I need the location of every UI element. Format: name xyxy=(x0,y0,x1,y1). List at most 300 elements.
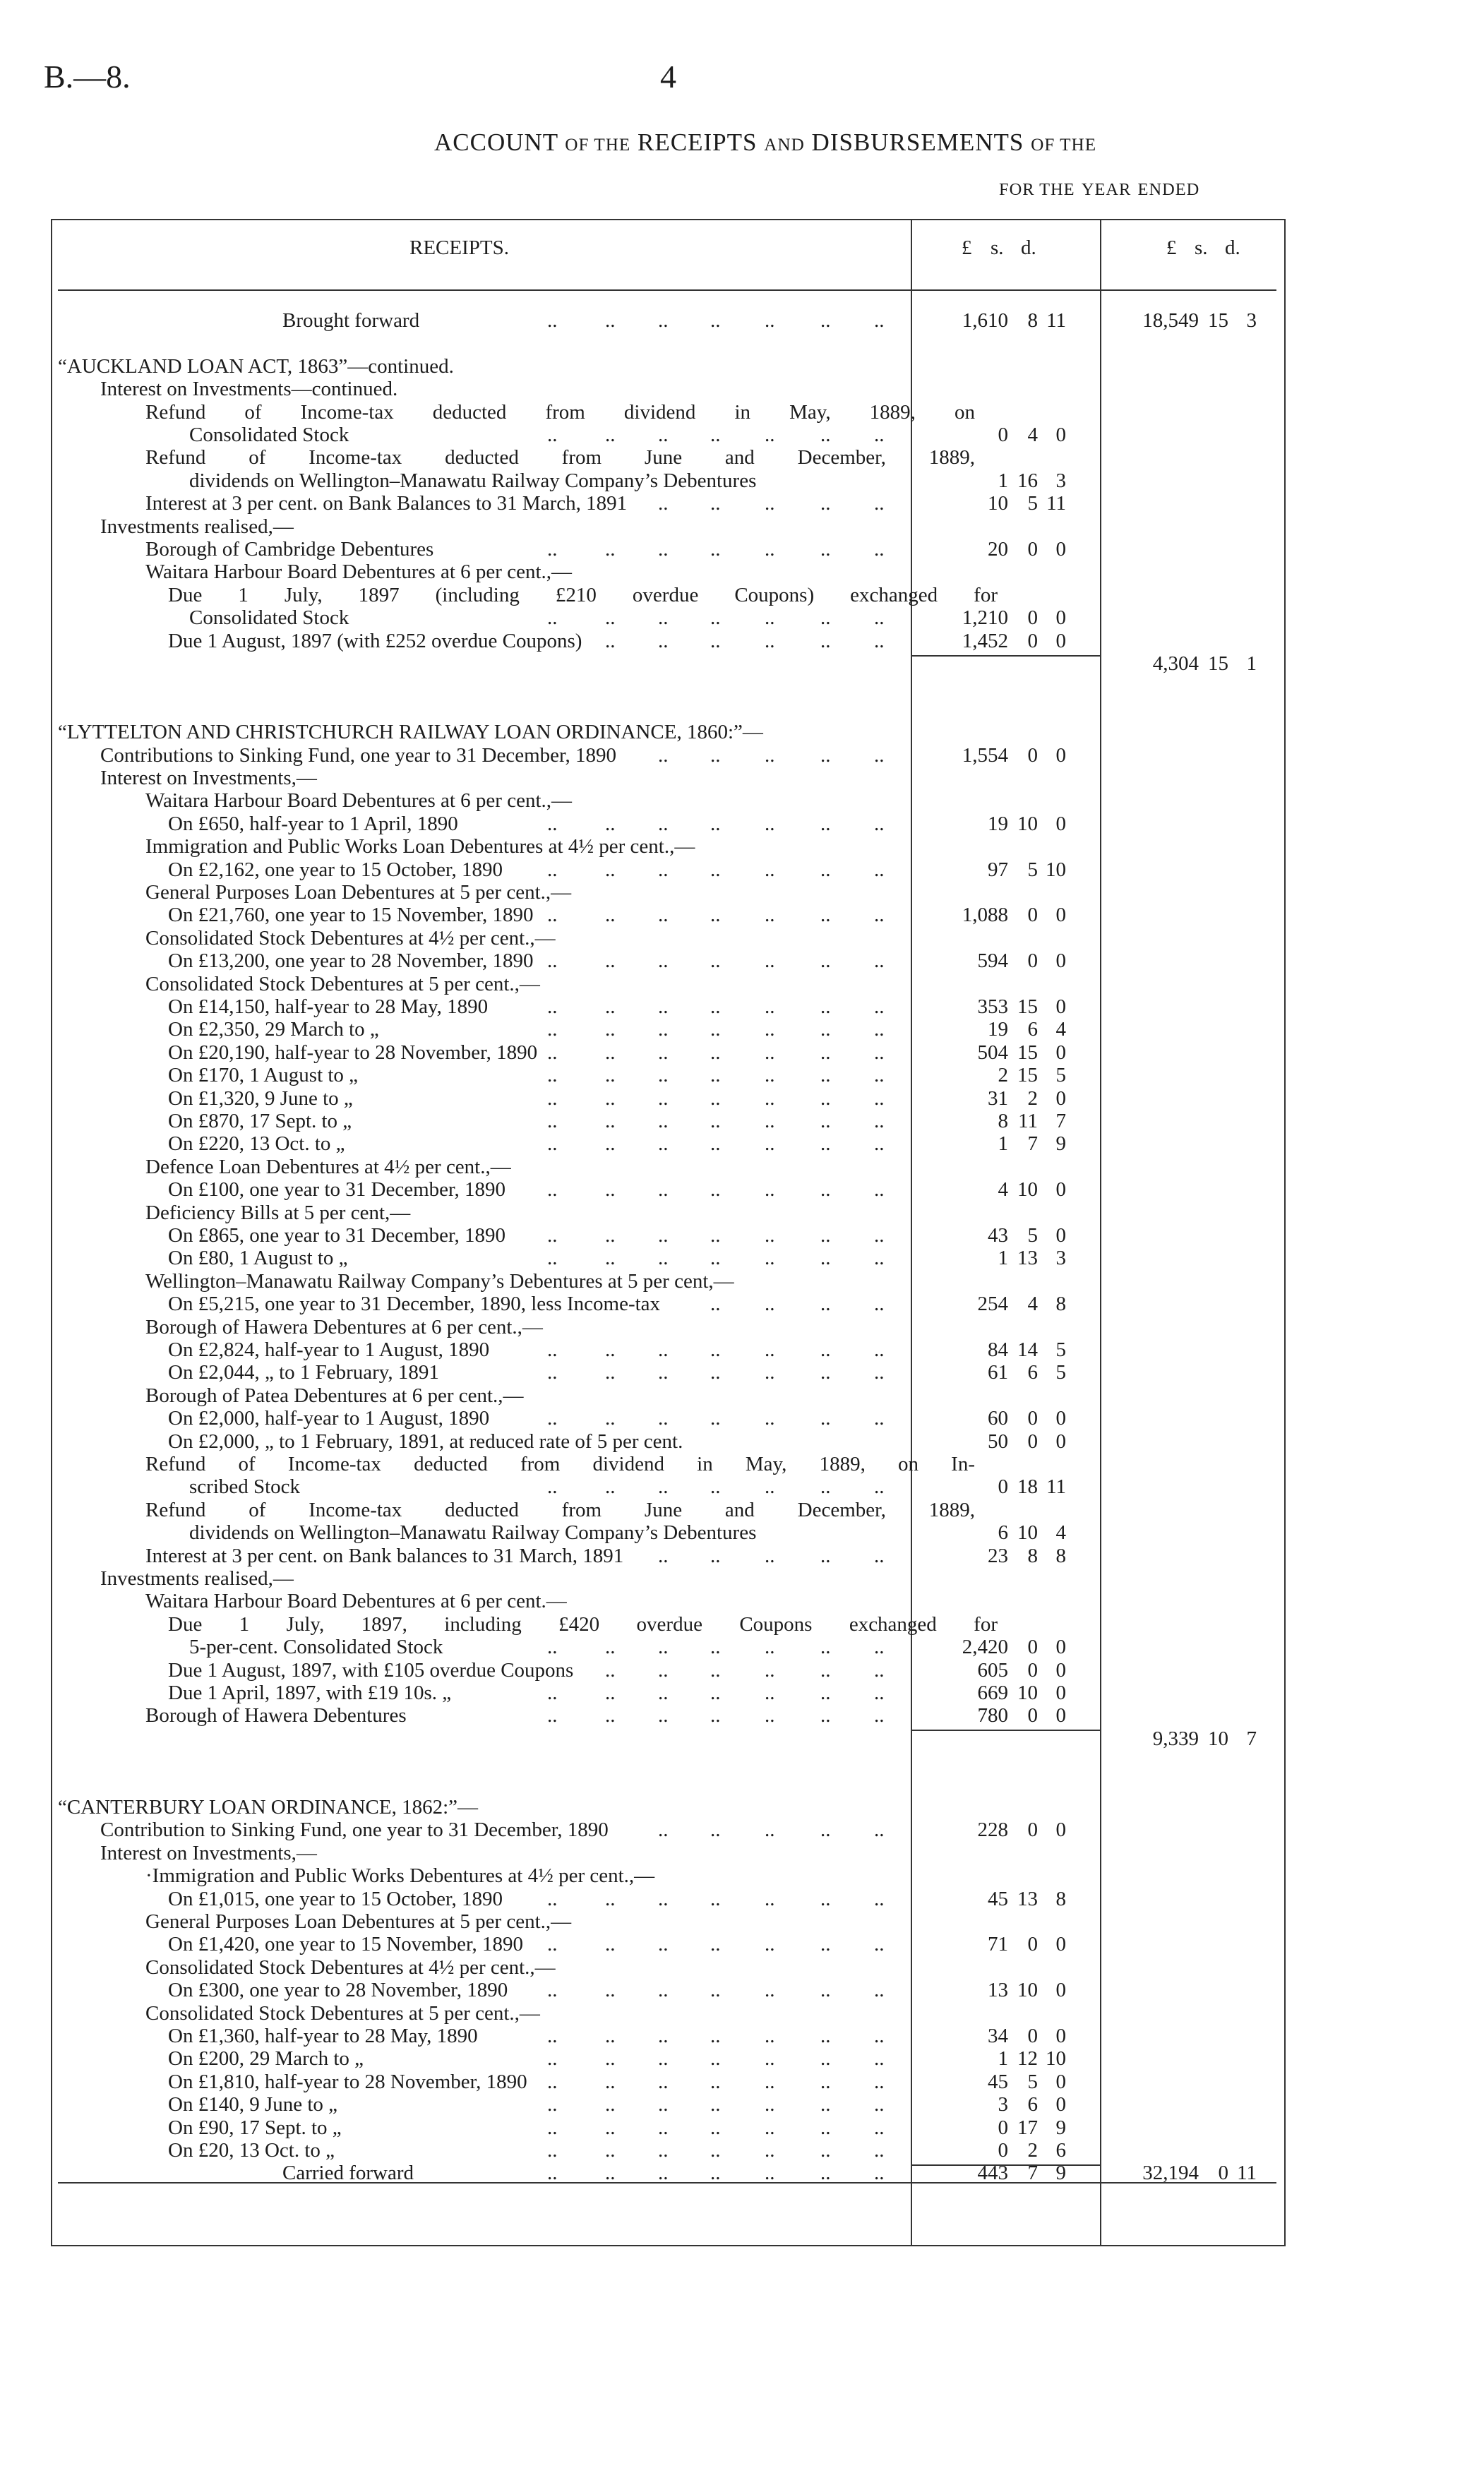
leader-dot: .. xyxy=(765,1544,775,1567)
line-description: On £300, one year to 28 November, 1890 xyxy=(168,1979,508,2002)
leader-dot: .. xyxy=(820,2139,831,2162)
leader-dot: .. xyxy=(820,1338,831,1361)
leader-dot: .. xyxy=(605,2047,616,2071)
line-description: Consolidated Stock Debentures at 4½ per cent.,— xyxy=(145,926,556,950)
amount-shillings: 0 xyxy=(1027,1658,1038,1682)
amount-pounds: 0 xyxy=(998,424,1008,446)
leader-dot: .. xyxy=(765,1041,775,1064)
spacer-line xyxy=(0,1750,1484,1773)
line-description: Investments realised,— xyxy=(100,1567,294,1590)
subtotal-amount xyxy=(911,1293,1073,1316)
amount-pounds: 60 xyxy=(988,1407,1008,1430)
leader-dot: .. xyxy=(765,1704,775,1727)
leader-dot: .. xyxy=(710,2139,721,2162)
line-description: Borough of Hawera Debentures at 6 per cent.,— xyxy=(145,1315,543,1338)
account-line xyxy=(0,904,1484,927)
leader-dot: .. xyxy=(547,1361,558,1384)
account-line xyxy=(0,1202,1484,1225)
account-line xyxy=(0,1545,1484,1568)
leader-dot: .. xyxy=(605,1682,616,1704)
account-line xyxy=(0,492,1484,515)
amount-pence: 0 xyxy=(1055,1178,1066,1202)
subtotal-pence-header: d. xyxy=(1021,236,1036,259)
amount-shillings: 15 xyxy=(1017,995,1038,1018)
amount-pounds: 71 xyxy=(988,1933,1008,1956)
subtotal-amount xyxy=(911,1132,1073,1156)
total-pence-header: d. xyxy=(1225,236,1240,259)
amount-shillings: 0 xyxy=(1027,1819,1038,1842)
leader-dot: .. xyxy=(710,606,721,630)
leader-dot: .. xyxy=(605,2025,616,2047)
amount-shillings: 15 xyxy=(1208,652,1228,675)
amount-pence: 3 xyxy=(1055,1247,1066,1270)
subtotal-amount xyxy=(911,1933,1073,1956)
amount-shillings: 11 xyxy=(1018,1110,1038,1132)
leader-dot: .. xyxy=(765,2093,775,2116)
amount-pence: 0 xyxy=(1055,1979,1066,2002)
leader-dot: .. xyxy=(874,1658,885,1682)
amount-pounds: 13 xyxy=(988,1979,1008,2002)
leader-dot: .. xyxy=(547,858,558,881)
amount-pence: 9 xyxy=(1055,2162,1066,2185)
amount-pence: 8 xyxy=(1055,1293,1066,1316)
leader-dot: .. xyxy=(765,1247,775,1270)
line-description: Carried forward xyxy=(282,2162,414,2185)
amount-pence: 11 xyxy=(1046,492,1066,515)
line-description: On £2,000, „ to 1 February, 1891, at reduced rate of 5 per cent. xyxy=(168,1430,683,1453)
total-amount xyxy=(1101,1727,1264,1751)
line-description: Consolidated Stock xyxy=(189,606,349,630)
total-amount xyxy=(1101,309,1264,333)
leader-dot: .. xyxy=(765,1293,775,1316)
leader-dot: .. xyxy=(658,606,669,630)
leader-dot: .. xyxy=(874,1132,885,1156)
leader-dot: .. xyxy=(874,2025,885,2047)
title-line-1 xyxy=(434,128,1096,157)
line-description: Immigration and Public Works Loan Debentures at 4½ per cent.,— xyxy=(145,835,695,858)
leader-dot: .. xyxy=(874,1293,885,1316)
leader-dot: .. xyxy=(765,1887,775,1910)
amount-shillings: 6 xyxy=(1027,1018,1038,1041)
subtotal-amount xyxy=(911,1682,1073,1705)
leader-dot: .. xyxy=(765,2139,775,2162)
amount-pence: 9 xyxy=(1055,1132,1066,1156)
leader-dot: .. xyxy=(658,1041,669,1064)
leader-dot: .. xyxy=(710,309,721,332)
leader-dot: .. xyxy=(605,1086,616,1110)
leader-dot: .. xyxy=(710,2162,721,2185)
subtotal-amount xyxy=(911,469,1073,493)
leader-dot: .. xyxy=(820,629,831,652)
leader-dot: .. xyxy=(547,1887,558,1910)
line-description: Refund of Income-tax deducted from June and December, 1889, xyxy=(145,446,975,469)
amount-shillings: 0 xyxy=(1027,904,1038,927)
amount-pence: 0 xyxy=(1055,1658,1066,1682)
account-line xyxy=(0,744,1484,767)
subtotal-amount xyxy=(911,1636,1073,1659)
leader-dot: .. xyxy=(765,2162,775,2185)
leader-dot: .. xyxy=(710,1018,721,1041)
amount-pence: 0 xyxy=(1055,1704,1066,1727)
leader-dot: .. xyxy=(547,1979,558,2002)
subtotal-amount xyxy=(911,538,1073,561)
amount-pence: 0 xyxy=(1055,2093,1066,2116)
leader-dot: .. xyxy=(710,1224,721,1247)
leader-dot: .. xyxy=(658,2139,669,2162)
leader-dot: .. xyxy=(765,1361,775,1384)
leader-dot: .. xyxy=(605,1224,616,1247)
leader-dot: .. xyxy=(765,1682,775,1704)
leader-dot: .. xyxy=(765,1658,775,1682)
leader-dot: .. xyxy=(820,1682,831,1704)
line-description: On £865, one year to 31 December, 1890 xyxy=(168,1224,506,1247)
leader-dot: .. xyxy=(765,424,775,446)
leader-dot: .. xyxy=(874,858,885,881)
amount-pence: 0 xyxy=(1055,812,1066,835)
title-word: OF THE xyxy=(1031,136,1097,155)
leader-dot: .. xyxy=(547,2162,558,2185)
subtotal-amount xyxy=(911,1361,1073,1384)
leader-dot: .. xyxy=(658,1407,669,1430)
leader-dot: .. xyxy=(605,2093,616,2116)
amount-pounds: 97 xyxy=(988,858,1008,881)
amount-pence: 0 xyxy=(1055,1819,1066,1842)
subtotal-pounds-header: £ xyxy=(962,236,972,259)
line-description: Interest on Investments,— xyxy=(100,1841,317,1864)
leader-dot: .. xyxy=(874,1979,885,2002)
leader-dot: .. xyxy=(658,1247,669,1270)
amount-shillings: 10 xyxy=(1017,812,1038,835)
line-description: On £1,810, half-year to 28 November, 1890 xyxy=(168,2070,527,2093)
amount-shillings: 0 xyxy=(1027,1430,1038,1453)
leader-dot: .. xyxy=(874,1933,885,1956)
leader-dot: .. xyxy=(658,1086,669,1110)
leader-dot: .. xyxy=(605,812,616,835)
leader-dot: .. xyxy=(765,538,775,561)
leader-dot: .. xyxy=(820,1704,831,1727)
leader-dot: .. xyxy=(710,2093,721,2116)
leader-dot: .. xyxy=(710,1544,721,1567)
leader-dot: .. xyxy=(605,606,616,630)
subtotal-amount xyxy=(911,1659,1073,1682)
leader-dot: .. xyxy=(874,309,885,332)
amount-pounds: 605 xyxy=(977,1658,1008,1682)
line-description: On £2,824, half-year to 1 August, 1890 xyxy=(168,1338,490,1361)
leader-dot: .. xyxy=(710,858,721,881)
leader-dot: .. xyxy=(710,1293,721,1316)
leader-dot: .. xyxy=(547,2093,558,2116)
account-line xyxy=(0,1682,1484,1705)
amount-pounds: 0 xyxy=(998,2139,1008,2162)
line-description: On £21,760, one year to 15 November, 1890 xyxy=(168,904,534,927)
amount-pence: 0 xyxy=(1055,606,1066,630)
amount-pence: 11 xyxy=(1237,2162,1257,2185)
amount-shillings: 8 xyxy=(1027,1544,1038,1567)
leader-dot: .. xyxy=(547,1086,558,1110)
section-title: “CANTERBURY LOAN ORDINANCE, 1862:”— xyxy=(58,1796,479,1819)
leader-dot: .. xyxy=(658,1887,669,1910)
account-line xyxy=(0,1864,1484,1888)
leader-dot: .. xyxy=(874,1018,885,1041)
subtotal-amount xyxy=(911,2139,1073,2162)
leader-dot: .. xyxy=(820,1178,831,1202)
leader-dot: .. xyxy=(820,2116,831,2139)
leader-dot: .. xyxy=(820,606,831,630)
subtotal-amount xyxy=(911,2071,1073,2094)
amount-shillings: 18 xyxy=(1017,1475,1038,1499)
leader-dot: .. xyxy=(710,1979,721,2002)
amount-shillings: 2 xyxy=(1027,1086,1038,1110)
section-heading xyxy=(0,1796,1484,1819)
line-description: Refund of Income-tax deducted from dividend in May, 1889, on In- xyxy=(145,1453,975,1475)
amount-pounds: 2 xyxy=(998,1064,1008,1087)
line-description: On £2,000, half-year to 1 August, 1890 xyxy=(168,1407,490,1430)
leader-dot: .. xyxy=(547,812,558,835)
amount-pence: 11 xyxy=(1046,309,1066,332)
amount-shillings: 10 xyxy=(1017,1521,1038,1545)
document-reference: B.—8. xyxy=(44,59,131,95)
leader-dot: .. xyxy=(710,812,721,835)
account-line xyxy=(0,1979,1484,2002)
account-line xyxy=(0,1316,1484,1339)
leader-dot: .. xyxy=(820,904,831,927)
amount-pounds: 9,339 xyxy=(1152,1727,1199,1750)
header-rule xyxy=(58,289,1276,291)
amount-pounds: 594 xyxy=(977,950,1008,973)
account-line xyxy=(0,2093,1484,2116)
leader-dot: .. xyxy=(820,1819,831,1842)
amount-shillings: 16 xyxy=(1017,469,1038,492)
leader-dot: .. xyxy=(765,1224,775,1247)
line-description: On £2,162, one year to 15 October, 1890 xyxy=(168,858,503,881)
account-line xyxy=(0,1110,1484,1133)
amount-shillings: 7 xyxy=(1027,1132,1038,1156)
account-line xyxy=(0,446,1484,469)
leader-dot: .. xyxy=(547,1682,558,1704)
account-line xyxy=(0,1704,1484,1727)
leader-dot: .. xyxy=(547,2116,558,2139)
leader-dot: .. xyxy=(765,606,775,630)
subtotal-amount xyxy=(911,813,1073,836)
leader-dot: .. xyxy=(605,2070,616,2093)
amount-shillings: 7 xyxy=(1027,2162,1038,2185)
amount-shillings: 0 xyxy=(1027,950,1038,973)
leader-dot: .. xyxy=(765,812,775,835)
amount-pence: 5 xyxy=(1055,1064,1066,1087)
amount-pence: 0 xyxy=(1055,995,1066,1018)
amount-shillings: 15 xyxy=(1017,1064,1038,1087)
amount-shillings: 17 xyxy=(1017,2116,1038,2139)
subtitle-word: FOR THE xyxy=(999,180,1075,199)
leader-dot: .. xyxy=(874,1041,885,1064)
title-word: AND xyxy=(764,136,805,155)
leader-dot: .. xyxy=(820,1407,831,1430)
amount-pounds: 0 xyxy=(998,1475,1008,1499)
subtotal-amount xyxy=(911,1430,1073,1454)
leader-dot: .. xyxy=(874,492,885,515)
amount-pence: 0 xyxy=(1055,629,1066,652)
leader-dot: .. xyxy=(874,1544,885,1567)
title-word: RECEIPTS xyxy=(638,128,758,156)
leader-dot: .. xyxy=(765,2025,775,2047)
leader-dot: .. xyxy=(874,2139,885,2162)
amount-pounds: 19 xyxy=(988,812,1008,835)
leader-dot: .. xyxy=(547,1224,558,1247)
leader-dot: .. xyxy=(605,1361,616,1384)
account-line xyxy=(0,995,1484,1019)
line-description: Wellington–Manawatu Railway Company’s Debentures at 5 per cent,— xyxy=(145,1269,734,1293)
leader-dot: .. xyxy=(710,1636,721,1659)
amount-shillings: 15 xyxy=(1208,309,1228,332)
section-title: “AUCKLAND LOAN ACT, 1863”—continued. xyxy=(58,354,454,378)
line-description: On £1,015, one year to 15 October, 1890 xyxy=(168,1887,503,1910)
leader-dot: .. xyxy=(658,2070,669,2093)
leader-dot: .. xyxy=(605,1041,616,1064)
leader-dot: .. xyxy=(605,1132,616,1156)
subtotal-amount xyxy=(911,2116,1073,2140)
leader-dot: .. xyxy=(605,1887,616,1910)
leader-dot: .. xyxy=(658,2162,669,2185)
spacer-line xyxy=(0,675,1484,698)
leader-dot: .. xyxy=(605,1247,616,1270)
account-line xyxy=(0,309,1484,333)
account-line xyxy=(0,1041,1484,1065)
subtotal-amount xyxy=(911,1110,1073,1133)
leader-dot: .. xyxy=(820,858,831,881)
leader-dot: .. xyxy=(658,1658,669,1682)
amount-pounds: 1 xyxy=(998,469,1008,492)
subtotal-amount xyxy=(911,995,1073,1019)
leader-dot: .. xyxy=(658,858,669,881)
leader-dot: .. xyxy=(658,1064,669,1087)
account-line xyxy=(0,2139,1484,2162)
amount-shillings: 4 xyxy=(1027,1293,1038,1316)
leader-dot: .. xyxy=(820,2070,831,2093)
leader-dot: .. xyxy=(710,995,721,1018)
leader-dot: .. xyxy=(820,1933,831,1956)
amount-pounds: 504 xyxy=(977,1041,1008,1064)
amount-pounds: 0 xyxy=(998,2116,1008,2139)
total-pounds-header: £ xyxy=(1166,236,1177,259)
amount-pence: 7 xyxy=(1055,1110,1066,1132)
subtotal-amount xyxy=(911,1247,1073,1270)
amount-pence: 0 xyxy=(1055,1224,1066,1247)
section-title: “LYTTELTON AND CHRISTCHURCH RAILWAY LOAN ORDINANCE, 1860:”— xyxy=(58,721,763,744)
leader-dot: .. xyxy=(658,538,669,561)
amount-pounds: 61 xyxy=(988,1361,1008,1384)
subtitle-word: ENDED xyxy=(1137,180,1200,199)
account-line xyxy=(0,1956,1484,1979)
spacer-line xyxy=(0,1773,1484,1797)
line-description: On £1,320, 9 June to „ xyxy=(168,1086,353,1110)
subtotal-amount xyxy=(911,492,1073,515)
account-line xyxy=(0,835,1484,858)
leader-dot: .. xyxy=(710,1247,721,1270)
subtotal-amount xyxy=(911,424,1073,447)
leader-dot: .. xyxy=(547,1407,558,1430)
leader-dot: .. xyxy=(547,1704,558,1727)
leader-dot: .. xyxy=(710,904,721,927)
leader-dot: .. xyxy=(765,1819,775,1842)
leader-dot: .. xyxy=(765,2047,775,2071)
account-line xyxy=(0,2071,1484,2094)
leader-dot: .. xyxy=(820,812,831,835)
line-description: Consolidated Stock Debentures at 5 per cent.,— xyxy=(145,2001,540,2025)
line-description: On £80, 1 August to „ xyxy=(168,1247,348,1270)
account-line xyxy=(0,1087,1484,1110)
leader-dot: .. xyxy=(605,2162,616,2185)
leader-dot: .. xyxy=(547,2070,558,2093)
line-description: On £1,360, half-year to 28 May, 1890 xyxy=(168,2025,478,2047)
amount-pence: 0 xyxy=(1055,743,1066,767)
leader-dot: .. xyxy=(547,1041,558,1064)
amount-pounds: 1,610 xyxy=(962,309,1008,332)
amount-pence: 0 xyxy=(1055,1086,1066,1110)
leader-dot: .. xyxy=(658,950,669,973)
line-description: Interest at 3 per cent. on Bank balances to 31 March, 1891 xyxy=(145,1544,624,1567)
account-line xyxy=(0,561,1484,584)
leader-dot: .. xyxy=(710,1132,721,1156)
amount-pence: 3 xyxy=(1055,469,1066,492)
title-word: DISBURSEMENTS xyxy=(811,128,1024,156)
leader-dot: .. xyxy=(605,1636,616,1659)
account-line xyxy=(0,1453,1484,1476)
subtotal-amount xyxy=(911,1338,1073,1362)
amount-shillings: 0 xyxy=(1027,743,1038,767)
leader-dot: .. xyxy=(710,2116,721,2139)
account-line xyxy=(0,1819,1484,1842)
leader-dot: .. xyxy=(874,606,885,630)
amount-pounds: 353 xyxy=(977,995,1008,1018)
leader-dot: .. xyxy=(710,424,721,446)
account-line xyxy=(0,401,1484,424)
line-description: On £5,215, one year to 31 December, 1890, less Income-tax xyxy=(168,1293,661,1316)
leader-dot: .. xyxy=(765,309,775,332)
leader-dot: .. xyxy=(605,1110,616,1132)
amount-shillings: 13 xyxy=(1017,1887,1038,1910)
account-line xyxy=(0,2116,1484,2140)
line-description: On £14,150, half-year to 28 May, 1890 xyxy=(168,995,489,1018)
amount-pence: 0 xyxy=(1055,2025,1066,2047)
leader-dot: .. xyxy=(765,1064,775,1087)
leader-dot: .. xyxy=(874,1475,885,1499)
subtotal-amount xyxy=(911,1819,1073,1842)
account-line xyxy=(0,584,1484,607)
line-description: On £100, one year to 31 December, 1890 xyxy=(168,1178,506,1202)
total-amount xyxy=(1101,652,1264,676)
account-line xyxy=(0,1270,1484,1293)
leader-dot: .. xyxy=(820,995,831,1018)
leader-dot: .. xyxy=(605,1407,616,1430)
leader-dot: .. xyxy=(605,309,616,332)
line-description: Due 1 July, 1897 (including £210 overdue Coupons) exchanged for xyxy=(168,583,998,606)
leader-dot: .. xyxy=(658,1979,669,2002)
leader-dot: .. xyxy=(605,629,616,652)
subtotal-amount xyxy=(911,1888,1073,1911)
account-line xyxy=(0,1659,1484,1682)
leader-dot: .. xyxy=(547,1110,558,1132)
leader-dot: .. xyxy=(765,904,775,927)
line-description: Waitara Harbour Board Debentures at 6 per cent.,— xyxy=(145,561,573,584)
line-description: Interest on Investments—continued. xyxy=(100,378,398,401)
section-heading xyxy=(0,721,1484,744)
amount-pounds: 1,088 xyxy=(962,904,1008,927)
leader-dot: .. xyxy=(710,950,721,973)
account-line xyxy=(0,1475,1484,1499)
account-line xyxy=(0,973,1484,996)
leader-dot: .. xyxy=(765,950,775,973)
line-description: Refund of Income-tax deducted from dividend in May, 1889, on xyxy=(145,400,975,424)
